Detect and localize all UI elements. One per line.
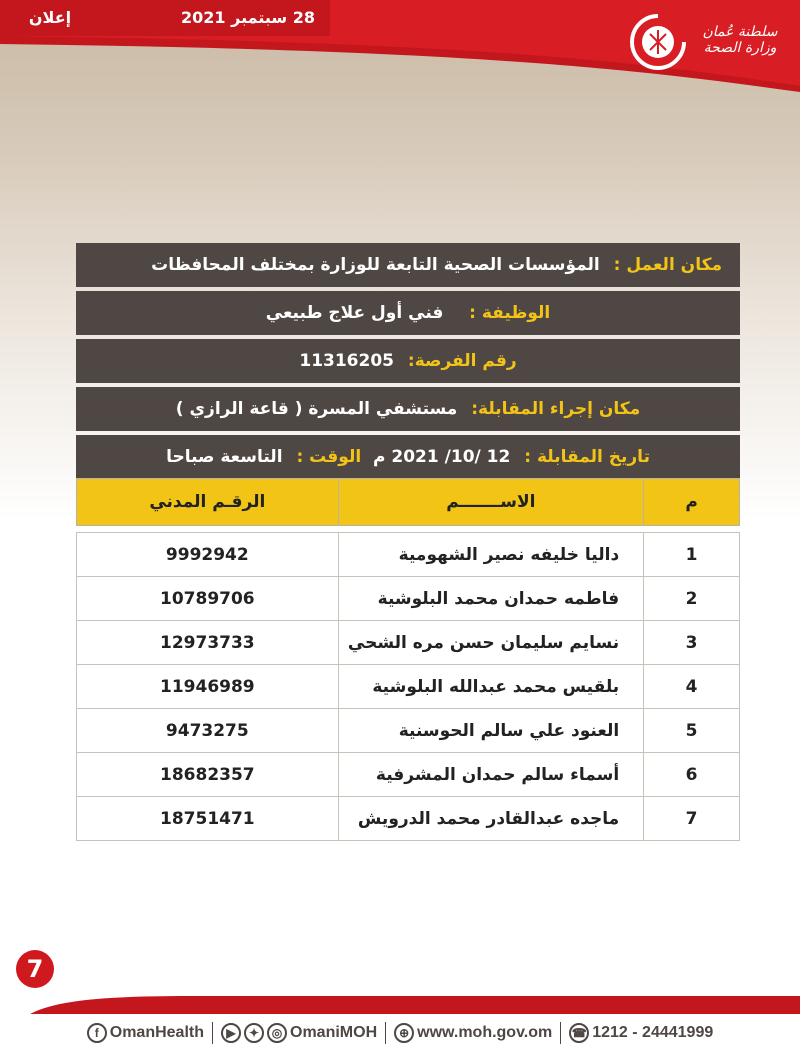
row-name: فاطمه حمدان محمد البلوشية [338, 577, 644, 621]
ministry-name [690, 24, 790, 56]
table-row [77, 709, 740, 753]
row-civil-number: 12973733 [77, 621, 339, 665]
job-value: فني أول علاج طبيعي [265, 303, 462, 323]
row-civil-number: 18751471 [77, 797, 339, 841]
footer-banner [0, 994, 800, 1014]
phone-number: 1212 - 24441999 [592, 1024, 714, 1041]
opportunity-row [76, 339, 740, 383]
row-num: 1 [644, 533, 740, 577]
instagram-icon[interactable]: ◎ [267, 1023, 287, 1043]
social-links[interactable] [221, 1023, 377, 1043]
row-name: نسايم سليمان حسن مره الشحي [338, 621, 644, 665]
workplace-value: المؤسسات الصحية التابعة للوزارة بمختلف المحافظات [151, 255, 606, 275]
date-value: 12 /10/ 2021 م [367, 447, 517, 467]
phone-contact[interactable] [569, 1023, 713, 1043]
row-num: 3 [644, 621, 740, 665]
time-label: الوقت : [296, 447, 368, 467]
header-announcement-label: إعلان [28, 8, 72, 27]
row-civil-number: 9992942 [77, 533, 339, 577]
row-num: 5 [644, 709, 740, 753]
job-row [76, 291, 740, 335]
workplace-label: مكان العمل : [613, 255, 722, 275]
date-label: تاريخ المقابلة : [524, 447, 650, 467]
row-num: 4 [644, 665, 740, 709]
row-civil-number: 18682357 [77, 753, 339, 797]
interview-info [76, 243, 740, 483]
workplace-row [76, 243, 740, 287]
row-num: 2 [644, 577, 740, 621]
candidates-table [76, 478, 740, 841]
table-row [77, 665, 740, 709]
ministry-name-line1: سلطنة عُمان [702, 24, 778, 40]
table-row [77, 753, 740, 797]
ministry-logo-icon [628, 12, 688, 72]
facebook-link[interactable] [87, 1023, 204, 1043]
facebook-handle: OmanHealth [109, 1024, 204, 1041]
table-row [77, 797, 740, 841]
row-civil-number: 9473275 [77, 709, 339, 753]
ministry-name-line2: وزارة الصحة [703, 40, 777, 56]
table-spacer [77, 526, 740, 533]
table-row [77, 533, 740, 577]
facebook-icon: f [87, 1023, 107, 1043]
opportunity-label: رقم الفرصة: [407, 351, 517, 371]
header-num: م [644, 479, 740, 526]
table-header-row [77, 479, 740, 526]
website-url: www.moh.gov.om [417, 1024, 553, 1041]
footer-divider [385, 1022, 386, 1044]
header-date: 28 سبتمبر 2021 [181, 8, 315, 27]
header-name: الاســـــــم [338, 479, 644, 526]
footer-divider [560, 1022, 561, 1044]
date-row [76, 435, 740, 479]
page-number: 7 [16, 950, 54, 988]
phone-icon: ☎ [569, 1023, 589, 1043]
footer-contacts [0, 1012, 800, 1054]
row-civil-number: 11946989 [77, 665, 339, 709]
time-value: التاسعة صباحا [166, 447, 289, 467]
location-label: مكان إجراء المقابلة: [471, 399, 641, 419]
opportunity-value: 11316205 [299, 351, 400, 371]
row-name: ماجده عبدالقادر محمد الدرويش [338, 797, 644, 841]
row-civil-number: 10789706 [77, 577, 339, 621]
website-link[interactable] [394, 1023, 552, 1043]
social-handle: OmaniMOH [290, 1024, 378, 1041]
row-num: 6 [644, 753, 740, 797]
table-row [77, 577, 740, 621]
row-name: بلقيس محمد عبدالله البلوشية [338, 665, 644, 709]
header-civil-number: الرقـم المدني [77, 479, 339, 526]
row-num: 7 [644, 797, 740, 841]
location-row [76, 387, 740, 431]
row-name: داليا خليفه نصير الشهومية [338, 533, 644, 577]
table-row [77, 621, 740, 665]
row-name: أسماء سالم حمدان المشرفية [338, 753, 644, 797]
job-label: الوظيفة : [469, 303, 551, 323]
twitter-icon[interactable]: ✦ [244, 1023, 264, 1043]
footer-divider [212, 1022, 213, 1044]
row-name: العنود علي سالم الحوسنية [338, 709, 644, 753]
location-value: مستشفي المسرة ( قاعة الرازي ) [175, 399, 464, 419]
globe-icon: ⊕ [394, 1023, 414, 1043]
youtube-icon[interactable]: ▶ [221, 1023, 241, 1043]
